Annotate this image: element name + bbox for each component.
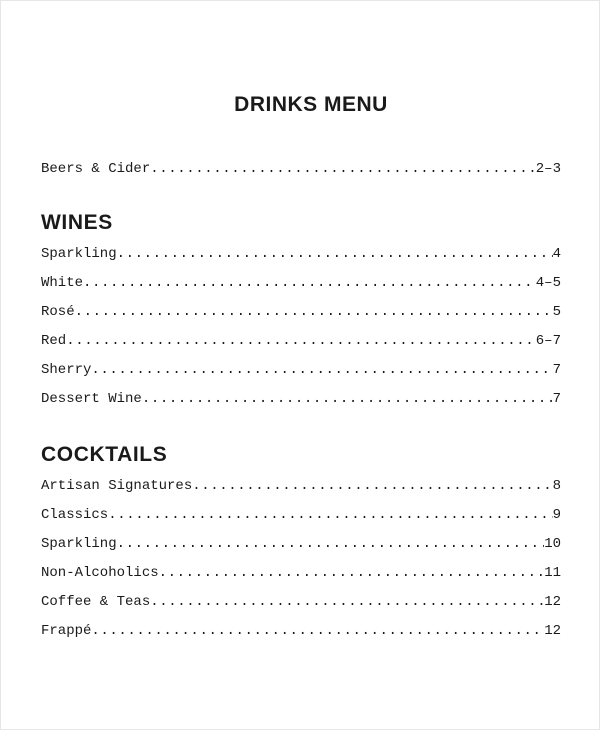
- toc-entry-dessert-wine[interactable]: [41, 385, 561, 414]
- toc-entry-artisan-signatures[interactable]: [41, 472, 561, 501]
- toc-entry-label: Coffee & Teas: [41, 594, 151, 610]
- toc-entry-label: Artisan Signatures: [41, 478, 193, 494]
- dot-leader: [83, 269, 536, 298]
- toc-entry-red[interactable]: [41, 327, 561, 356]
- toc-entry-page: 7: [552, 362, 561, 378]
- toc-entry-page: 9: [552, 507, 561, 523]
- toc-entry-label: Dessert Wine: [41, 391, 142, 407]
- toc-entry-label: White: [41, 275, 84, 291]
- toc-entry-label: Red: [41, 333, 67, 349]
- dot-leader: [192, 472, 552, 501]
- dot-leader: [117, 530, 545, 559]
- toc-entry-page: 10: [544, 536, 561, 552]
- section-heading-wines: WINES: [41, 211, 113, 234]
- toc-entry-white[interactable]: [41, 269, 561, 298]
- section-heading-cocktails: COCKTAILS: [41, 443, 168, 466]
- dot-leader: [108, 501, 552, 530]
- toc-entry-label: Sparkling: [41, 536, 117, 552]
- toc-entry-sherry[interactable]: [41, 356, 561, 385]
- dot-leader: [150, 155, 536, 184]
- toc-entry-label: Sparkling: [41, 246, 117, 262]
- page-title: DRINKS MENU: [234, 93, 388, 116]
- toc-entry-rose[interactable]: [41, 298, 561, 327]
- dot-leader: [75, 298, 553, 327]
- toc-entry-page: 12: [544, 623, 561, 639]
- wines-list: [41, 240, 561, 414]
- cocktails-list: [41, 472, 561, 646]
- toc-entry-beers-cider[interactable]: [41, 155, 561, 184]
- menu-page: [41, 1, 561, 731]
- toc-entry-page: 4: [552, 246, 561, 262]
- toc-entry-non-alcoholics[interactable]: [41, 559, 561, 588]
- toc-entry-label: Rosé: [41, 304, 75, 320]
- toc-entry-label: Frappé: [41, 623, 92, 639]
- toc-entry-page: 4–5: [535, 275, 561, 291]
- toc-entry-classics[interactable]: [41, 501, 561, 530]
- toc-entry-page: 2–3: [535, 161, 561, 177]
- toc-entry-page: 5: [552, 304, 561, 320]
- dot-leader: [91, 356, 552, 385]
- dot-leader: [150, 588, 544, 617]
- dot-leader: [142, 385, 553, 414]
- toc-entry-label: Classics: [41, 507, 109, 523]
- toc-entry-page: 11: [544, 565, 561, 581]
- toc-entry-page: 12: [544, 594, 561, 610]
- toc-entry-page: 6–7: [535, 333, 561, 349]
- intro-list: [41, 155, 561, 184]
- dot-leader: [91, 617, 544, 646]
- toc-entry-page: 8: [552, 478, 561, 494]
- dot-leader: [117, 240, 553, 269]
- toc-entry-sparkling-wine[interactable]: [41, 240, 561, 269]
- dot-leader: [66, 327, 536, 356]
- toc-entry-label: Non-Alcoholics: [41, 565, 159, 581]
- toc-entry-sparkling-cocktails[interactable]: [41, 530, 561, 559]
- toc-entry-label: Beers & Cider: [41, 161, 151, 177]
- toc-entry-page: 7: [552, 391, 561, 407]
- toc-entry-frappe[interactable]: [41, 617, 561, 646]
- toc-entry-coffee-teas[interactable]: [41, 588, 561, 617]
- toc-entry-label: Sherry: [41, 362, 92, 378]
- dot-leader: [159, 559, 545, 588]
